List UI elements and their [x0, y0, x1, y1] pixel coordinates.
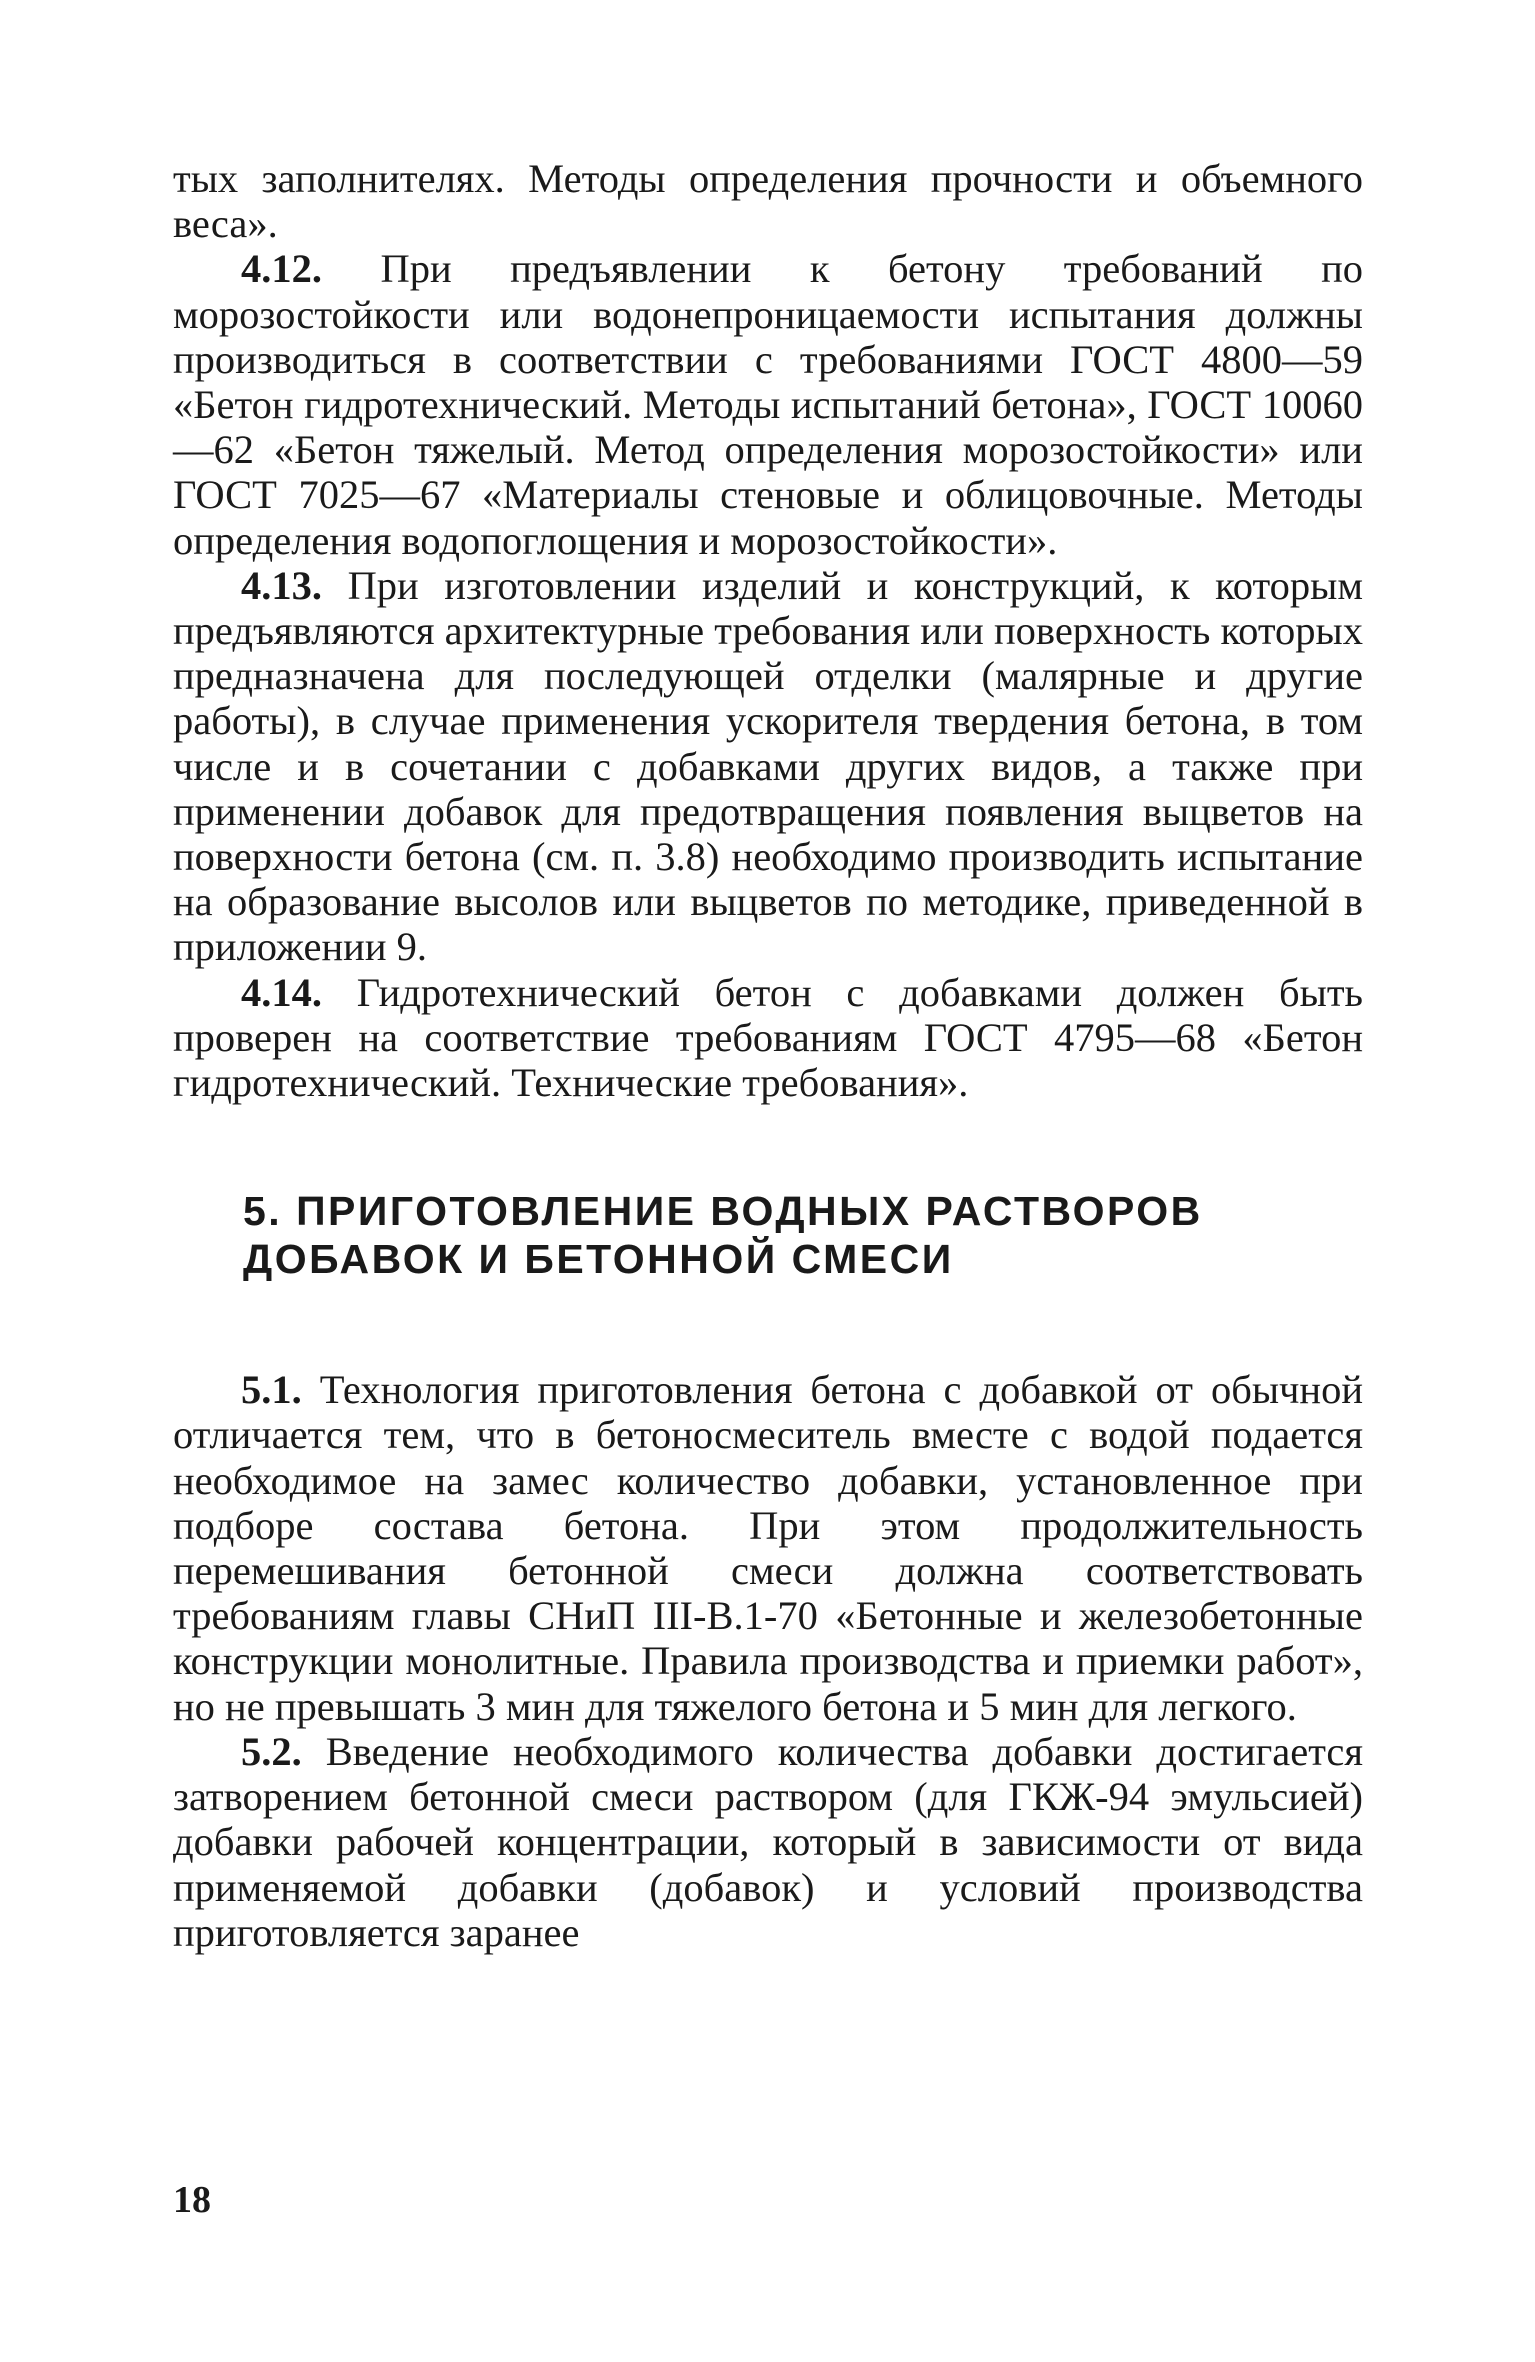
paragraph-text: Гидротехнический бетон с добавками должен быть проверен на соответствие требованиям ГОСТ 4795—68 «Бетон гидротехнический. Технические требования».: [173, 969, 1364, 1106]
section-heading: [243, 1187, 1363, 1283]
paragraph-number: 4.14.: [241, 969, 322, 1015]
paragraph-text: тых заполнителях. Методы определения прочности и объемного веса».: [173, 156, 1363, 247]
paragraph-text: Введение необходимого количества добавки достигается затворением бетонной смеси раствором (для ГКЖ-94 эмульсией) добавки рабочей концентрации, который в зависимости от вида применяемой добавки (добавок) и условий производства приготовляется заранее: [173, 1728, 1364, 1955]
page-number: 18: [173, 2179, 211, 2221]
paragraph-text: При изготовлении изделий и конструкций, к которым предъявляются архитектурные требования или поверхность которых предназначена для последующей отделки (малярные и другие работы), в случае применения ускорителя твердения бетона, в том числе и в сочетании с добавками других видов, а также при применении добавок для предотвращения появления выцветов на поверхности бетона (см. п. 3.8) необходимо производить испытание на образование высолов или выцветов по методике, приведенной в приложении 9.: [173, 562, 1364, 970]
paragraph-4-12: [173, 246, 1363, 562]
paragraph-text: При предъявлении к бетону требований по морозостойкости или водонепроницаемости испытания должны производиться в соответствии с требованиями ГОСТ 4800—59 «Бетон гидротехнический. Методы испытаний бетона», ГОСТ 10060—62 «Бетон тяжелый. Метод определения морозостойкости» или ГОСТ 7025—67 «Материалы стеновые и облицовочные. Методы определения водопоглощения и морозостойкости».: [173, 246, 1364, 563]
paragraph-number: 4.13.: [241, 562, 322, 608]
section-heading-line-2: ДОБАВОК И БЕТОННОЙ СМЕСИ: [243, 1236, 954, 1283]
section-heading-line-1: 5. ПРИГОТОВЛЕНИЕ ВОДНЫХ РАСТВОРОВ: [243, 1188, 1203, 1235]
paragraph-4-14: [173, 970, 1363, 1106]
text-block: [173, 156, 1363, 1955]
paragraph-number: 5.1.: [241, 1367, 302, 1413]
paragraph-text: Технология приготовления бетона с добавкой от обычной отличается тем, что в бетоносмеситель вместе с водой подается необходимое на замес количество добавки, установленное при подборе состава бетона. При этом продолжительность перемешивания бетонной смеси должна соответствовать требованиям главы СНиП III-В.1-70 «Бетонные и железобетонные конструкции монолитные. Правила производства и приемки работ», но не превышать 3 мин для тяжелого бетона и 5 мин для легкого.: [173, 1367, 1363, 1729]
paragraph-number: 5.2.: [241, 1728, 302, 1774]
paragraph-continuation: [173, 156, 1363, 246]
paragraph-5-2: [173, 1729, 1363, 1955]
paragraph-number: 4.12.: [241, 246, 322, 292]
paragraph-5-1: [173, 1367, 1363, 1729]
paragraph-4-13: [173, 563, 1363, 970]
